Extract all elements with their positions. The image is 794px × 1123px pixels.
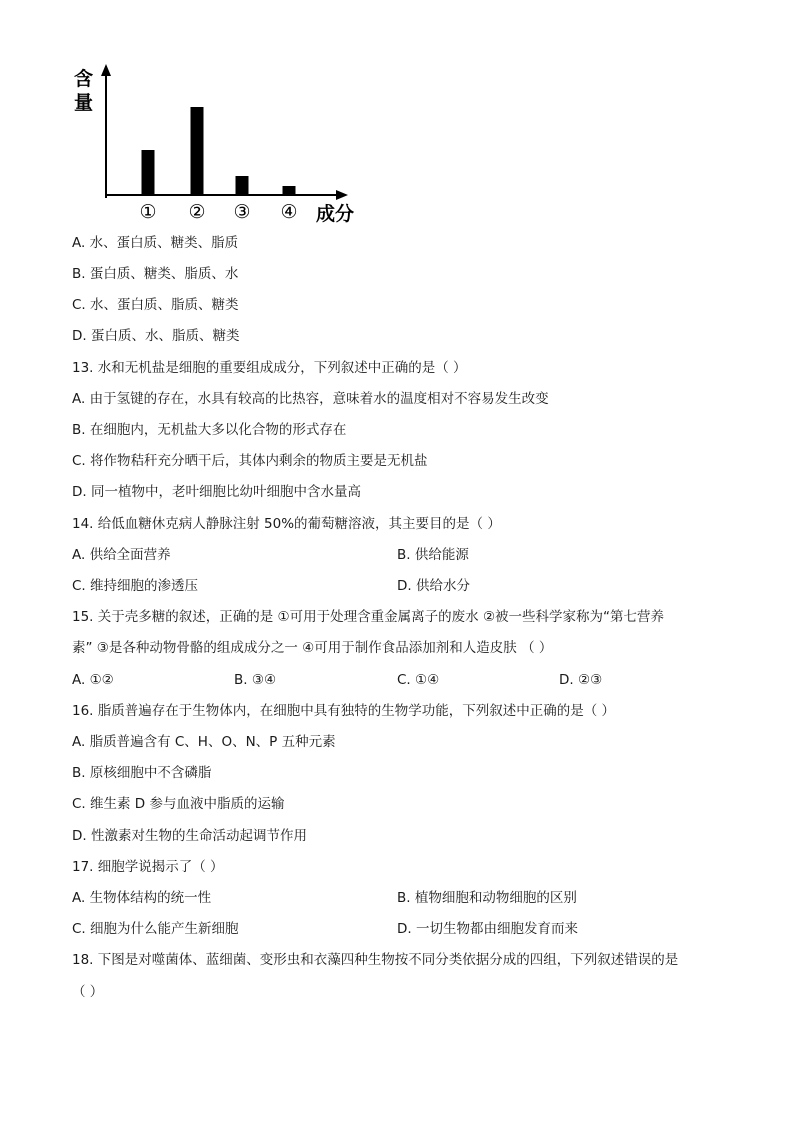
q16-stem: 16. 脂质普遍存在于生物体内，在细胞中具有独特的生物学功能，下列叙述中正确的是（ ） <box>72 703 616 719</box>
bar-4 <box>283 186 296 195</box>
q16-option-b: B. 原核细胞中不含磷脂 <box>72 765 212 781</box>
q17-option-c: C. 细胞为什么能产生新细胞 <box>72 921 239 937</box>
q16-option-d: D. 性激素对生物的生命活动起调节作用 <box>72 828 307 844</box>
q15-option-c: C. ①④ <box>397 672 440 688</box>
q14-option-b: B. 供给能源 <box>397 547 469 563</box>
q15-stem-line2: 素” ③是各种动物骨骼的组成成分之一 ④可用于制作食品添加剂和人造皮肤 （ ） <box>72 640 553 656</box>
q16-option-a: A. 脂质普遍含有 C、H、O、N、P 五种元素 <box>72 734 336 750</box>
y-axis-label-char2: 量 <box>74 92 94 114</box>
y-axis-arrow <box>101 64 111 76</box>
q12-option-c: C. 水、蛋白质、脂质、糖类 <box>72 297 239 313</box>
q14-stem: 14. 给低血糖休克病人静脉注射 50%的葡萄糖溶液，其主要目的是（ ） <box>72 516 501 532</box>
q15-stem-line1: 15. 关于壳多糖的叙述，正确的是 ①可用于处理含重金属离子的废水 ②被一些科学家称为“第七营养 <box>72 609 665 625</box>
bar-2 <box>191 107 204 195</box>
q13-option-b: B. 在细胞内，无机盐大多以化合物的形式存在 <box>72 422 347 438</box>
tick-label-2: ② <box>188 201 206 223</box>
q12-option-b: B. 蛋白质、糖类、脂质、水 <box>72 266 239 282</box>
x-axis-arrow <box>336 190 348 200</box>
q12-option-a: A. 水、蛋白质、糖类、脂质 <box>72 235 239 251</box>
q17-stem: 17. 细胞学说揭示了（ ） <box>72 859 224 875</box>
y-axis-label-char1: 含 <box>74 68 94 90</box>
q13-option-c: C. 将作物秸秆充分晒干后，其体内剩余的物质主要是无机盐 <box>72 453 428 469</box>
bar-1 <box>142 150 155 195</box>
q13-option-a: A. 由于氢键的存在，水具有较高的比热容，意味着水的温度相对不容易发生改变 <box>72 391 549 407</box>
q18-stem-line2: （ ） <box>72 984 104 1000</box>
q14-option-a: A. 供给全面营养 <box>72 547 171 563</box>
q14-option-c: C. 维持细胞的渗透压 <box>72 578 199 594</box>
tick-label-4: ④ <box>280 201 298 223</box>
q18-stem-line1: 18. 下图是对噬菌体、蓝细菌、变形虫和衣藻四种生物按不同分类依据分成的四组，下列叙述错误的是 <box>72 952 679 968</box>
q17-option-b: B. 植物细胞和动物细胞的区别 <box>397 890 577 906</box>
q14-option-d: D. 供给水分 <box>397 578 470 594</box>
bar-chart <box>70 60 370 230</box>
q15-option-a: A. ①② <box>72 672 114 688</box>
q15-option-d: D. ②③ <box>559 672 603 688</box>
tick-label-3: ③ <box>233 201 251 223</box>
q13-stem: 13. 水和无机盐是细胞的重要组成成分，下列叙述中正确的是（ ） <box>72 360 467 376</box>
q16-option-c: C. 维生素 D 参与血液中脂质的运输 <box>72 796 285 812</box>
q17-option-d: D. 一切生物都由细胞发育而来 <box>397 921 578 937</box>
q13-option-d: D. 同一植物中，老叶细胞比幼叶细胞中含水量高 <box>72 484 361 500</box>
q17-option-a: A. 生物体结构的统一性 <box>72 890 212 906</box>
q12-option-d: D. 蛋白质、水、脂质、糖类 <box>72 328 240 344</box>
x-axis-label: 成分 <box>316 203 355 225</box>
q15-option-b: B. ③④ <box>234 672 277 688</box>
tick-label-1: ① <box>139 201 157 223</box>
bar-3 <box>236 176 249 195</box>
